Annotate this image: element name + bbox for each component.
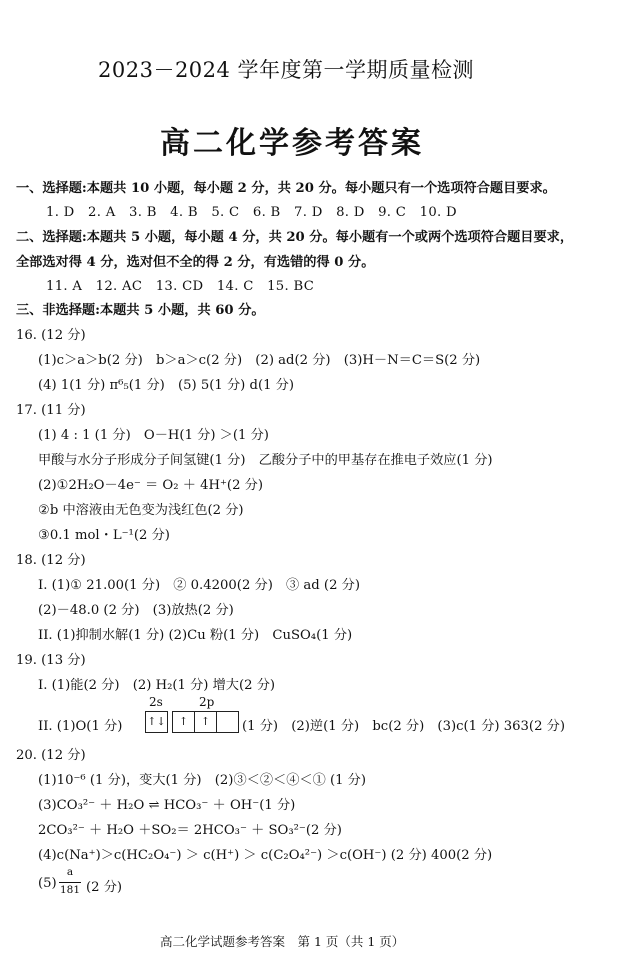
q18-line2: (2)－48.0 (2 分) (3)放热(2 分): [38, 603, 234, 618]
q18-label: 18. (12 分): [16, 553, 86, 568]
orbital-2s-cell: ↑↓: [147, 715, 166, 728]
q16-label: 16. (12 分): [16, 328, 86, 343]
page-footer: 高二化学试题参考答案 第 1 页（共 1 页）: [160, 934, 405, 949]
q17-label: 17. (11 分): [16, 403, 86, 418]
fraction-bar: [59, 882, 81, 883]
part2-heading-line1: 二、选择题:本题共 5 小题，每小题 4 分，共 20 分。每小题有一个或两个选项符合题目要求，: [16, 230, 574, 245]
part1-heading: 一、选择题:本题共 10 小题，每小题 2 分，共 20 分。每小题只有一个选项符合题目要求。: [16, 181, 556, 196]
q16-line2: (4) 1(1 分) π⁶₅(1 分) (5) 5(1 分) d(1 分): [38, 378, 295, 393]
part2-answers: 11. A 12. AC 13. CD 14. C 15. BC: [46, 279, 315, 294]
page-title: 高二化学参考答案: [160, 126, 424, 161]
q20-line5-suffix: (2 分): [86, 880, 123, 895]
q19-line1: I. (1)能(2 分) (2) H₂(1 分) 增大(2 分): [38, 678, 276, 693]
orbital-2p-box: [172, 711, 239, 733]
q17-line3: (2)①2H₂O－4e⁻ ＝ O₂ ＋ 4H⁺(2 分): [38, 478, 263, 493]
orbital-2p-cell-2: ↑: [195, 712, 217, 732]
q17-line1: (1) 4 : 1 (1 分) O－H(1 分) ＞(1 分): [38, 428, 269, 443]
orbital-2p-cell-1: ↑: [173, 712, 195, 732]
q20-line3: 2CO₃²⁻ ＋ H₂O ＋SO₂＝ 2HCO₃⁻ ＋ SO₃²⁻(2 分): [38, 823, 342, 838]
q18-line3: II. (1)抑制水解(1 分) (2)Cu 粉(1 分) CuSO₄(1 分): [38, 628, 353, 643]
orbital-2s-label: 2s: [149, 695, 163, 709]
q19-label: 19. (13 分): [16, 653, 86, 668]
fraction-denominator: 181: [59, 884, 81, 896]
q17-line4: ②b 中溶液由无色变为浅红色(2 分): [38, 503, 244, 518]
fraction-numerator: a: [66, 866, 74, 878]
q19-line2-prefix: II. (1)O(1 分): [38, 719, 123, 734]
q18-line1: I. (1)① 21.00(1 分) ② 0.4200(2 分) ③ ad (2 分): [38, 578, 360, 593]
part1-answers: 1. D 2. A 3. B 4. B 5. C 6. B 7. D 8. D 9. C 10. D: [46, 205, 457, 220]
orbital-2p-label: 2p: [199, 695, 215, 709]
q17-line2: 甲酸与水分子形成分子间氢键(1 分) 乙酸分子中的甲基存在推电子效应(1 分): [38, 453, 493, 468]
part3-heading: 三、非选择题:本题共 5 小题，共 60 分。: [16, 303, 265, 318]
exam-header: 2023－2024 学年度第一学期质量检测: [98, 58, 475, 82]
part2-heading-line2: 全部选对得 4 分，选对但不全的得 2 分，有选错的得 0 分。: [16, 255, 375, 270]
q20-line4: (4)c(Na⁺)＞c(HC₂O₄⁻) ＞ c(H⁺) ＞ c(C₂O₄²⁻) ＞c(OH⁻) (2 分) 400(2 分): [38, 848, 493, 863]
q20-line2: (3)CO₃²⁻ ＋ H₂O ⇌ HCO₃⁻ ＋ OH⁻(1 分): [38, 798, 296, 813]
q20-line1: (1)10⁻⁶ (1 分)，变大(1 分) (2)③＜②＜④＜① (1 分): [38, 773, 367, 788]
q17-line5: ③0.1 mol・L⁻¹(2 分): [38, 528, 170, 543]
q20-line5-prefix: (5): [38, 876, 57, 891]
orbital-2s-box: [145, 711, 168, 733]
orbital-2p-cell-3: [217, 712, 238, 732]
q16-line1: (1)c＞a＞b(2 分) b＞a＞c(2 分) (2) ad(2 分) (3)H－N＝C＝S(2 分): [38, 353, 481, 368]
q20-label: 20. (12 分): [16, 748, 86, 763]
q19-line2-suffix: (1 分) (2)逆(1 分) bc(2 分) (3)c(1 分) 363(2 分): [242, 719, 565, 734]
